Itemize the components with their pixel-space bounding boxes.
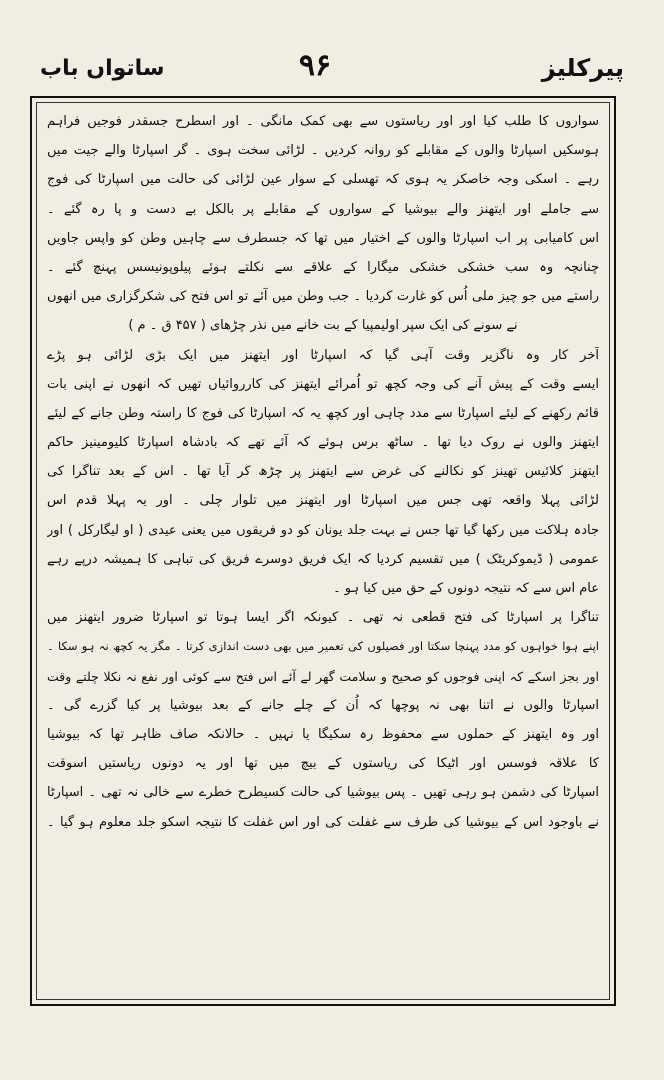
text-line: نے باوجود اس کے بیوشیا کی طرف سے غفلت کی اور اس غفلت کا نتیجہ اسکو جلد معلوم ہو گیا ۔ (47, 814, 599, 830)
text-line: اور بجز اسکے کہ اپنی فوجوں کو صحیح و سلامت گھر لے آئے اس فتح سے کوئی اور نفع نہ نکلا چلتے وقت (47, 668, 599, 684)
text-line: عام اس سے کہ نتیجہ دونوں کے حق میں کیا ہو ۔ (333, 581, 599, 596)
text-line: کا علاقہ فوسس اور اٹیکا کی ریاستوں کے بیچ میں تھا اور یہ دونوں ریاستیں اسوقت (47, 756, 599, 772)
text-line: ایتھنز کلائیس تھینز کو نکالنے کی غرض سے ایتھنز پر چڑھ کر آیا تھا ۔ اس کے بعد تناگرا کی (47, 464, 599, 480)
text-line: تناگرا پر اسپارٹا کی فتح قطعی نہ تھی ۔ کیونکہ اگر ایسا ہوتا تو اسپارٹا ضرور ایتھنز میں (47, 610, 599, 626)
text-body (36, 102, 610, 1000)
text-line: لڑائی پہلا واقعہ تھی جس میں اسپارٹا اور ایتھنز میں تلوار چلی ۔ اور یہ پہلا قدم اس (47, 493, 599, 509)
text-line: راستے میں جو چیز ملی اُس کو غارت کردیا ۔ جب وطن میں آئے تو اس فتح کی شکرگزاری میں انھوں (47, 289, 599, 305)
text-line: نے سونے کی ایک سپر اولیمپیا کے بت خانے میں نذر چڑھای ( ۴۵۷ ق ۔ م ) (128, 318, 518, 334)
text-line: اسپارٹا کی دشمن ہو رہی تھیں ۔ پس بیوشیا کی حالت کسیطرح خطرے سے خالی نہ تھی ۔ اسپارٹا (47, 785, 599, 801)
text-line: جادہ ہلاکت میں رکھا گیا تھا جس نے بہت جلد یونان کو دو فریقوں میں یعنی عیدی ( او لیگارکل ) اور (47, 522, 599, 538)
book-title: پیرکلیز (541, 54, 624, 82)
text-line: چنانچہ وہ سب خشکی خشکی میگارا کے علاقے سے نکلتے ہوئے پیلوپونیسس پہنچ گئے ۔ (47, 259, 599, 275)
text-line: ہوسکیں اسپارٹا والوں کے مقابلے کو روانہ کردیں ۔ لڑائی سخت ہوی ۔ گر اسپارٹا والے جیت میں (47, 143, 599, 159)
text-line: آخر کار وہ ناگزیر وقت آہی گیا کہ اسپارٹا اور ایتھنز میں ایک بڑی لڑائی ہو پڑے (47, 347, 599, 363)
page-header (30, 48, 624, 88)
text-line: اور وہ ایتھنز کے حملوں سے محفوظ رہ سکیگا یا نہیں ۔ حالانکہ صاف ظاہر تھا کہ بیوشیا (47, 726, 599, 742)
text-line: اس کامیابی پر اب اسپارٹا والوں کے اختیار میں تھا کہ جسطرف سے چاہیں وطن کو واپس جاویں (47, 230, 599, 246)
text-line: ایتھنز والوں نے روک دیا تھا ۔ ساٹھ برس ہوئے کہ آئے تھے کہ بادشاہ اسپارٹا کلیومینیز حاکم (47, 435, 599, 451)
chapter-heading: ساتواں باب (40, 56, 165, 81)
page-number: ۹۶ (298, 48, 332, 83)
text-line: رہے ۔ اسکی وجہ خاصکر یہ ہوی کہ تھسلی کے سوار عین لڑائی کی حالت میں اسپارٹا کی فوج (47, 172, 599, 188)
text-line: سواروں کا طلب کیا اور اور ریاستوں سے بھی کمک مانگی ۔ اور اسطرح جسقدر فوجیں فراہم (47, 114, 599, 129)
text-line: ایسے وقت کے پیش آنے کی وجہ کچھ تو اُمرائے ایتھنز کی کارروائیاں تھیں کہ انھوں نے اپنی بات (47, 376, 599, 392)
text-line: عمومی ( ڈیموکریٹک ) میں تقسیم کردیا کہ ایک فریق دوسرے فریق کی تباہی کا ہمیشہ درپے رہے (47, 551, 599, 567)
text-line: سے جاملے اور ایتھنز والے بیوشیا کے سواروں کے مقابلے پر بالکل بے دست و پا رہ گئے ۔ (47, 201, 599, 217)
text-line: اسپارٹا والوں نے اتنا بھی نہ پوچھا کہ اُن کے چلے جانے کے بعد بیوشیا پر کیا گزرے گی ۔ (47, 697, 599, 713)
text-line: اپنے ہوا خواہوں کو مدد پہنچا سکتا اور فصیلوں کی تعمیر میں بھی دست اندازی کرتا ۔ مگر یہ کچھ نہ ہو سکا ۔ (47, 639, 599, 654)
text-line: قائم رکھنے کے لیئے اسپارٹا سے مدد چاہی اور کچھ یہ کہ اسپارٹا کی فوج کا راستہ وطن جانے کے لیئے (47, 405, 599, 421)
text-frame-outer (30, 96, 616, 1006)
